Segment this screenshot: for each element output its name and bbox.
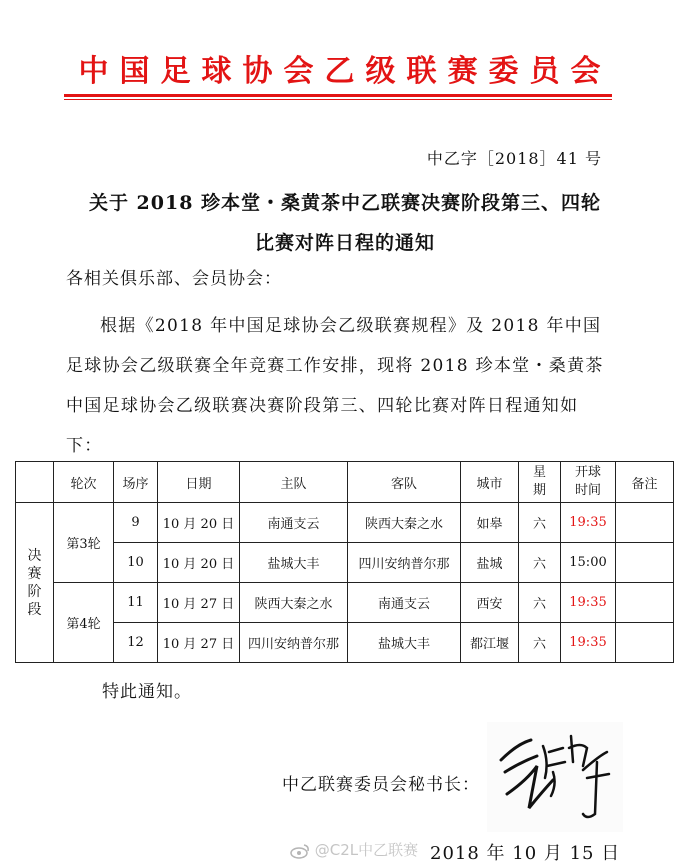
away-cell: 四川安纳普尔那 <box>348 543 461 583</box>
document-number: 中乙字［2018］41 号 <box>426 149 602 168</box>
date-cell: 10 月 27 日 <box>158 583 240 623</box>
city-cell: 西安 <box>461 583 519 623</box>
home-cell: 陕西大秦之水 <box>240 583 348 623</box>
red-rule-thin <box>64 99 612 100</box>
weekday-cell: 六 <box>519 583 561 623</box>
city-cell: 都江堰 <box>461 623 519 663</box>
header-weekday: 星期 <box>519 462 561 503</box>
away-cell: 南通支云 <box>348 583 461 623</box>
city-cell: 盐城 <box>461 543 519 583</box>
table-header-row <box>16 462 674 503</box>
kickoff-cell: 19:35 <box>561 503 616 543</box>
watermark-text: @C2L中乙联赛 <box>314 841 419 859</box>
header-away: 客队 <box>348 462 461 503</box>
match-no-cell: 10 <box>114 543 158 583</box>
table-row <box>16 583 674 623</box>
home-cell: 四川安纳普尔那 <box>240 623 348 663</box>
remark-cell <box>616 623 674 663</box>
watermark <box>290 839 418 860</box>
header-city: 城市 <box>461 462 519 503</box>
home-cell: 盐城大丰 <box>240 543 348 583</box>
stage-char: 决 <box>27 547 42 564</box>
weibo-logo-icon <box>290 843 310 859</box>
away-cell: 陕西大秦之水 <box>348 503 461 543</box>
org-title: 中国足球协会乙级联赛委员会 <box>78 54 612 89</box>
table-row <box>16 503 674 543</box>
red-rule-thick <box>64 94 612 97</box>
kickoff-cell: 19:35 <box>561 583 616 623</box>
remark-cell <box>616 583 674 623</box>
notice-title-line-2: 比赛对阵日程的通知 <box>254 232 435 254</box>
header-date: 日期 <box>158 462 240 503</box>
notice-title-line-1: 关于 2018 珍本堂・桑黄茶中乙联赛决赛阶段第三、四轮 <box>88 192 602 214</box>
stage-char: 段 <box>27 601 42 618</box>
weekday-cell: 六 <box>519 543 561 583</box>
document-date: 2018 年 10 月 15 日 <box>430 843 621 864</box>
match-no-cell: 11 <box>114 583 158 623</box>
header-match-no: 场序 <box>114 462 158 503</box>
home-cell: 南通支云 <box>240 503 348 543</box>
stage-char: 阶 <box>27 583 42 600</box>
stage-cell <box>16 503 54 663</box>
body-paragraph: 根据《2018 年中国足球协会乙级联赛规程》及 2018 年中国足球协会乙级联赛全年竞赛工作安排，现将 2018 珍本堂・桑黄茶中国足球协会乙级联赛决赛阶段第三、四轮比赛对阵日程通知如下： <box>66 316 604 456</box>
stage-char: 赛 <box>27 565 42 582</box>
kickoff-cell: 19:35 <box>561 623 616 663</box>
header-kickoff: 开球时间 <box>561 462 616 503</box>
table-row <box>16 543 674 583</box>
remark-cell <box>616 543 674 583</box>
remark-cell <box>616 503 674 543</box>
header-round: 轮次 <box>54 462 114 503</box>
round-cell: 第4轮 <box>54 583 114 663</box>
salutation: 各相关俱乐部、会员协会： <box>66 269 282 289</box>
header-blank-cell <box>16 462 54 503</box>
city-cell: 如皋 <box>461 503 519 543</box>
match-no-cell: 9 <box>114 503 158 543</box>
table-row <box>16 623 674 663</box>
weekday-cell: 六 <box>519 503 561 543</box>
header-remarks: 备注 <box>616 462 674 503</box>
weekday-cell: 六 <box>519 623 561 663</box>
schedule-table <box>15 461 674 663</box>
away-cell: 盐城大丰 <box>348 623 461 663</box>
round-cell: 第3轮 <box>54 503 114 583</box>
date-cell: 10 月 20 日 <box>158 543 240 583</box>
header-home: 主队 <box>240 462 348 503</box>
match-no-cell: 12 <box>114 623 158 663</box>
handwritten-signature-image <box>487 722 623 832</box>
closing-remark: 特此通知。 <box>102 682 192 702</box>
date-cell: 10 月 20 日 <box>158 503 240 543</box>
signature <box>487 722 623 832</box>
signatory-line: 中乙联赛委员会秘书长： <box>282 775 480 795</box>
kickoff-cell: 15:00 <box>561 543 616 583</box>
date-cell: 10 月 27 日 <box>158 623 240 663</box>
